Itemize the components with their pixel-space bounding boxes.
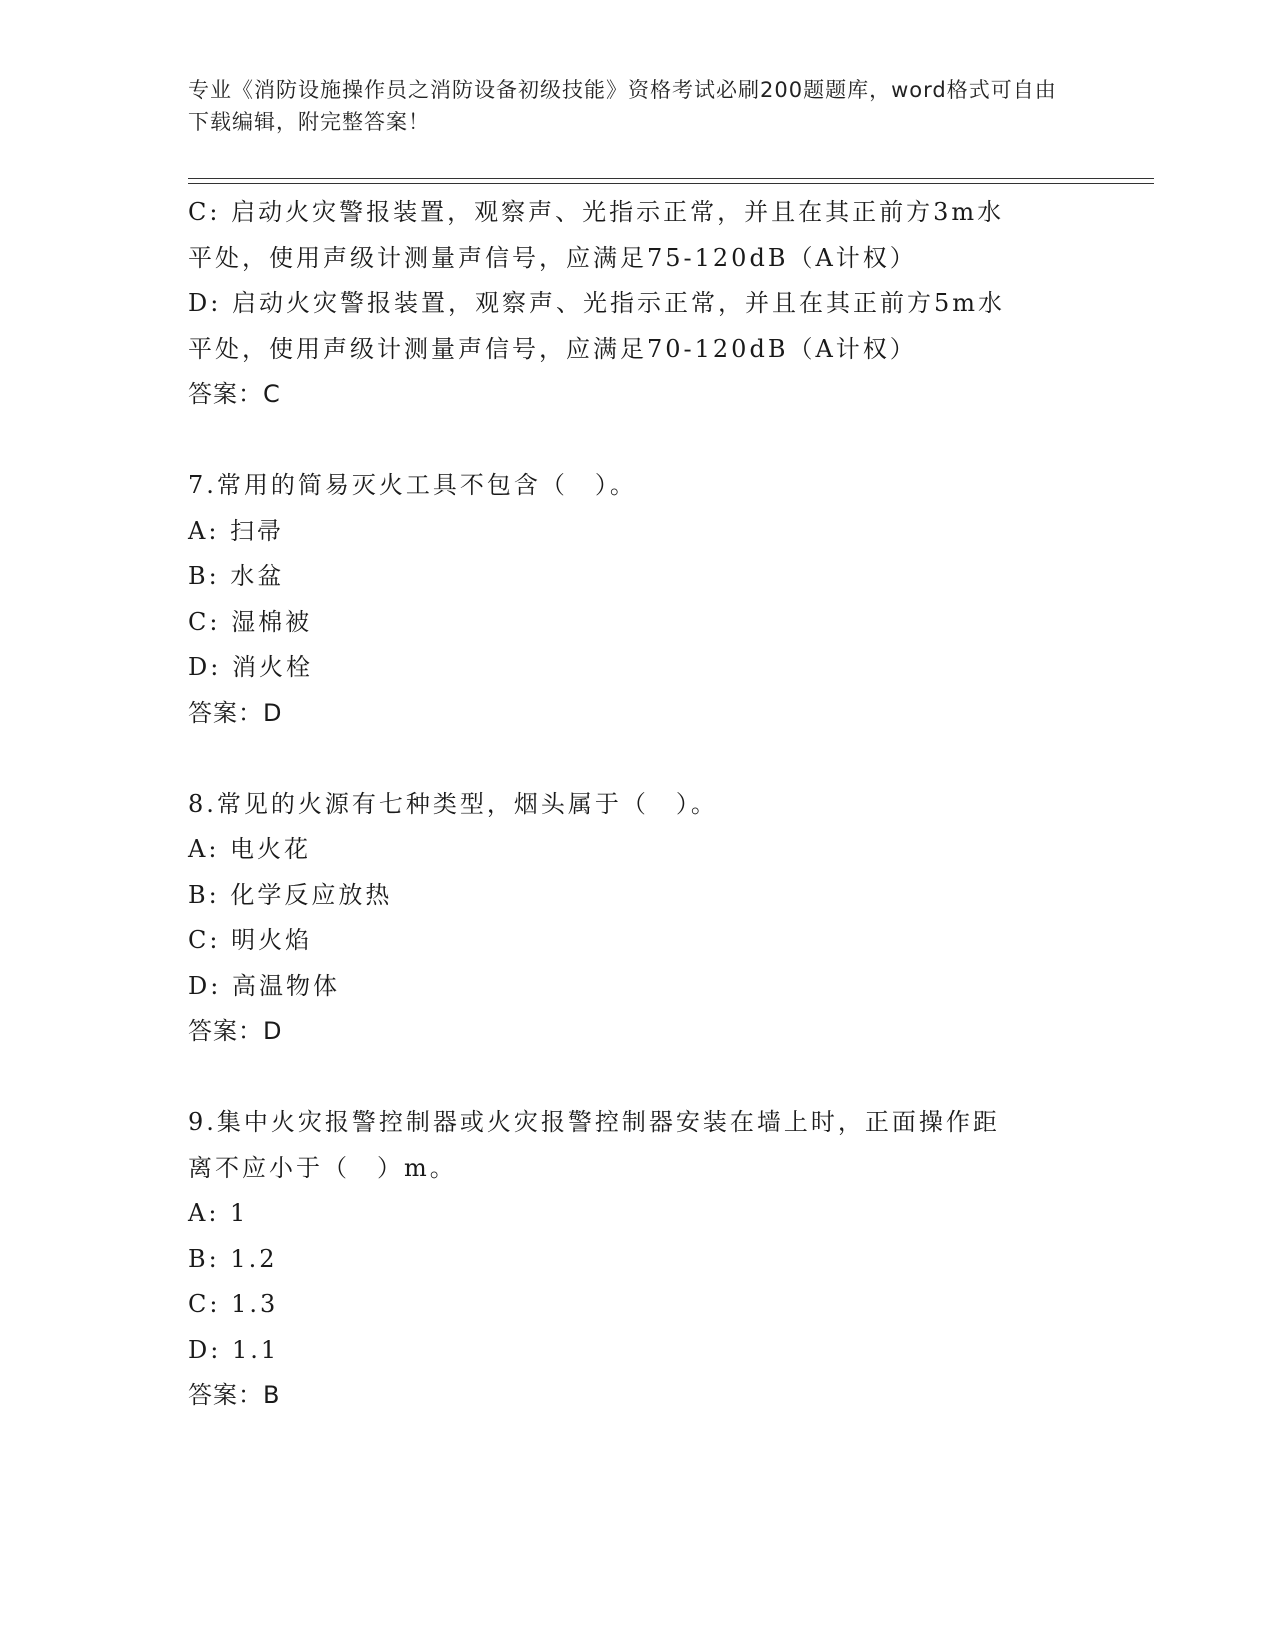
answer-q7: 答案：D	[188, 698, 283, 727]
spacer	[188, 1055, 1068, 1101]
answer-q8: 答案：D	[188, 1017, 283, 1045]
option-c-line-2: 平处，使用声级计测量声信号，应满足75-120dB（A计权）	[188, 243, 917, 272]
question-8: 8.常见的火源有七种类型，烟头属于（ ）。	[188, 789, 718, 818]
q9-option-a: A: 1	[188, 1199, 249, 1227]
header-rule-bottom	[188, 183, 1154, 184]
option-d-line-2: 平处，使用声级计测量声信号，应满足70-120dB（A计权）	[188, 334, 917, 363]
q8-option-a: A: 电火花	[188, 835, 312, 863]
question-9-line-1: 9.集中火灾报警控制器或火灾报警控制器安装在墙上时，正面操作距	[188, 1108, 1000, 1136]
q8-option-b: B: 化学反应放热	[188, 880, 393, 909]
q9-option-d: D: 1.1	[188, 1335, 280, 1364]
spacer	[188, 418, 1068, 464]
question-9-line-2: 离不应小于（ ）m。	[188, 1153, 457, 1182]
question-7: 7.常用的简易灭火工具不包含（ ）。	[188, 471, 637, 499]
q9-option-c: C: 1.3	[188, 1290, 279, 1318]
document-header: 专业《消防设施操作员之消防设备初级技能》资格考试必刷200题题库，word格式可自由下载编辑，附完整答案！	[188, 78, 1057, 134]
q7-option-b: B: 水盆	[188, 562, 285, 590]
question-content	[188, 190, 1068, 1419]
q9-option-b: B: 1.2	[188, 1244, 278, 1273]
option-c-line-1: C: 启动火灾警报装置，观察声、光指示正常，并且在其正前方3m水	[188, 198, 1005, 226]
header-rule-top	[188, 178, 1154, 179]
option-d-line-1: D: 启动火灾警报装置，观察声、光指示正常，并且在其正前方5m水	[188, 289, 1005, 317]
q8-option-d: D: 高温物体	[188, 971, 340, 1000]
q7-option-c: C: 湿棉被	[188, 607, 313, 636]
spacer	[188, 736, 1068, 782]
answer-q9: 答案：B	[188, 1381, 281, 1409]
q7-option-d: D: 消火栓	[188, 653, 313, 681]
q7-option-a: A: 扫帚	[188, 516, 285, 545]
answer-q6: 答案：C	[188, 380, 281, 408]
q8-option-c: C: 明火焰	[188, 926, 313, 954]
